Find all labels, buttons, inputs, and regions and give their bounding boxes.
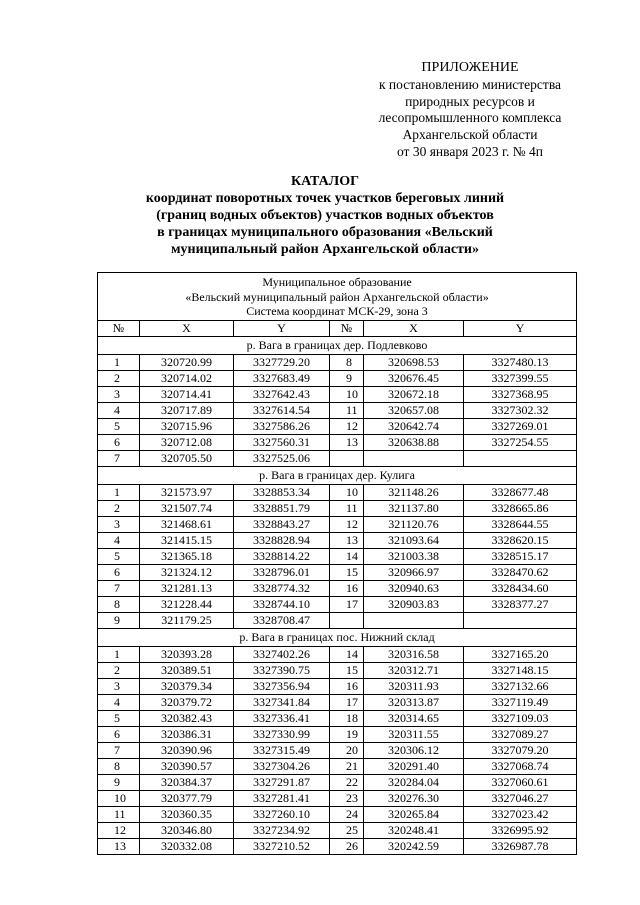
y-coordinate: 3327234.92 — [234, 822, 330, 838]
y-coordinate: 3328814.22 — [234, 548, 330, 564]
x-coordinate — [364, 612, 464, 628]
x-coordinate — [364, 450, 464, 466]
coordinates-table — [97, 272, 577, 855]
x-coordinate: 320712.08 — [140, 434, 234, 450]
table-header — [98, 273, 577, 321]
table-row — [98, 500, 577, 516]
point-number: 2 — [98, 370, 140, 386]
point-number: 7 — [98, 742, 140, 758]
title-line: КАТАЛОГ — [290, 174, 359, 189]
point-number: 4 — [98, 402, 140, 418]
y-coordinate: 3327729.20 — [234, 354, 330, 370]
point-number: 9 — [98, 612, 140, 628]
x-coordinate: 320291.40 — [364, 758, 464, 774]
point-number — [330, 450, 364, 466]
title-line: муниципальный район Архангельской области» — [171, 242, 479, 257]
point-number: 7 — [98, 580, 140, 596]
x-coordinate: 320311.93 — [364, 678, 464, 694]
x-coordinate: 321281.13 — [140, 580, 234, 596]
y-coordinate: 3327402.26 — [234, 646, 330, 662]
point-number: 2 — [98, 662, 140, 678]
table-row — [98, 774, 577, 790]
x-coordinate: 320360.35 — [140, 806, 234, 822]
point-number: 3 — [98, 678, 140, 694]
point-number: 6 — [98, 434, 140, 450]
y-coordinate: 3328851.79 — [234, 500, 330, 516]
section-title: р. Вага в границах дер. Подлевково — [98, 336, 577, 354]
municipality-name: «Вельский муниципальный район Архангельской области» — [185, 289, 489, 304]
x-coordinate: 321093.64 — [364, 532, 464, 548]
table-row — [98, 646, 577, 662]
appendix-line: Архангельской области — [402, 127, 538, 143]
x-coordinate: 320940.63 — [364, 580, 464, 596]
y-coordinate: 3327315.49 — [234, 742, 330, 758]
y-coordinate: 3327525.06 — [234, 450, 330, 466]
table-row — [98, 516, 577, 532]
table-row — [98, 418, 577, 434]
x-coordinate: 321003.38 — [364, 548, 464, 564]
x-coordinate: 320311.55 — [364, 726, 464, 742]
y-coordinate: 3327330.99 — [234, 726, 330, 742]
y-coordinate: 3328796.01 — [234, 564, 330, 580]
table-row — [98, 548, 577, 564]
x-coordinate: 320642.74 — [364, 418, 464, 434]
x-coordinate: 321120.76 — [364, 516, 464, 532]
table-row — [98, 580, 577, 596]
point-number: 22 — [330, 774, 364, 790]
column-headers-row — [98, 320, 577, 336]
point-number: 15 — [330, 564, 364, 580]
municipality-label: Муниципальное образование — [262, 275, 412, 289]
appendix-line: лесопромышленного комплекса — [378, 110, 562, 126]
point-number: 5 — [98, 710, 140, 726]
title-line: (границ водных объектов) участков водных объектов — [156, 208, 494, 223]
y-coordinate: 3327586.26 — [234, 418, 330, 434]
y-coordinate: 3327683.49 — [234, 370, 330, 386]
y-coordinate: 3328644.55 — [464, 516, 577, 532]
x-coordinate: 320390.96 — [140, 742, 234, 758]
x-coordinate: 320316.58 — [364, 646, 464, 662]
x-coordinate: 320346.80 — [140, 822, 234, 838]
y-coordinate: 3327291.87 — [234, 774, 330, 790]
y-coordinate: 3328470.62 — [464, 564, 577, 580]
point-number: 5 — [98, 548, 140, 564]
coordinate-system: Система координат МСК-29, зона 3 — [246, 304, 428, 318]
column-header: X — [364, 320, 464, 336]
column-header: № — [330, 320, 364, 336]
section-title: р. Вага в границах дер. Кулига — [98, 466, 577, 484]
y-coordinate: 3327060.61 — [464, 774, 577, 790]
table-row — [98, 612, 577, 628]
point-number: 10 — [330, 484, 364, 500]
x-coordinate: 320705.50 — [140, 450, 234, 466]
table-row — [98, 386, 577, 402]
x-coordinate: 320242.59 — [364, 838, 464, 854]
point-number: 19 — [330, 726, 364, 742]
y-coordinate: 3326987.78 — [464, 838, 577, 854]
x-coordinate: 320313.87 — [364, 694, 464, 710]
point-number: 6 — [98, 726, 140, 742]
y-coordinate: 3328744.10 — [234, 596, 330, 612]
point-number: 3 — [98, 386, 140, 402]
x-coordinate: 320714.41 — [140, 386, 234, 402]
table-row — [98, 662, 577, 678]
point-number: 12 — [98, 822, 140, 838]
point-number: 11 — [330, 500, 364, 516]
point-number: 9 — [98, 774, 140, 790]
x-coordinate: 320284.04 — [364, 774, 464, 790]
x-coordinate: 320379.72 — [140, 694, 234, 710]
x-coordinate: 320248.41 — [364, 822, 464, 838]
coordinates-table-body — [98, 273, 577, 855]
point-number: 8 — [330, 354, 364, 370]
y-coordinate: 3328708.47 — [234, 612, 330, 628]
table-row — [98, 790, 577, 806]
y-coordinate: 3327368.95 — [464, 386, 577, 402]
catalog-title — [60, 173, 590, 258]
x-coordinate: 320720.99 — [140, 354, 234, 370]
table-row — [98, 742, 577, 758]
y-coordinate: 3327614.54 — [234, 402, 330, 418]
y-coordinate: 3327642.43 — [234, 386, 330, 402]
x-coordinate: 320715.96 — [140, 418, 234, 434]
y-coordinate: 3327281.41 — [234, 790, 330, 806]
x-coordinate: 320314.65 — [364, 710, 464, 726]
table-row — [98, 484, 577, 500]
x-coordinate: 320306.12 — [364, 742, 464, 758]
table-row — [98, 354, 577, 370]
y-coordinate: 3327148.15 — [464, 662, 577, 678]
x-coordinate: 320638.88 — [364, 434, 464, 450]
section-title: р. Вага в границах пос. Нижний склад — [98, 628, 577, 646]
point-number: 4 — [98, 532, 140, 548]
x-coordinate: 320377.79 — [140, 790, 234, 806]
x-coordinate: 320382.43 — [140, 710, 234, 726]
x-coordinate: 321137.80 — [364, 500, 464, 516]
point-number: 12 — [330, 418, 364, 434]
point-number: 18 — [330, 710, 364, 726]
point-number: 10 — [98, 790, 140, 806]
point-number: 8 — [98, 758, 140, 774]
point-number: 13 — [330, 434, 364, 450]
appendix-block — [340, 60, 600, 161]
y-coordinate: 3327068.74 — [464, 758, 577, 774]
point-number: 25 — [330, 822, 364, 838]
y-coordinate: 3328774.32 — [234, 580, 330, 596]
y-coordinate: 3327480.13 — [464, 354, 577, 370]
appendix-line: природных ресурсов и — [405, 93, 535, 109]
section-header-row — [98, 336, 577, 354]
x-coordinate: 321148.26 — [364, 484, 464, 500]
y-coordinate: 3327269.01 — [464, 418, 577, 434]
appendix-line: к постановлению министерства — [378, 76, 562, 92]
table-row — [98, 564, 577, 580]
y-coordinate: 3328853.34 — [234, 484, 330, 500]
point-number: 7 — [98, 450, 140, 466]
x-coordinate: 320332.08 — [140, 838, 234, 854]
x-coordinate: 321507.74 — [140, 500, 234, 516]
y-coordinate: 3326995.92 — [464, 822, 577, 838]
appendix-date: от 30 января 2023 г. № 4п — [396, 143, 544, 159]
point-number: 17 — [330, 694, 364, 710]
x-coordinate: 320903.83 — [364, 596, 464, 612]
table-row — [98, 710, 577, 726]
x-coordinate: 320384.37 — [140, 774, 234, 790]
y-coordinate: 3328843.27 — [234, 516, 330, 532]
column-header: Y — [234, 320, 330, 336]
x-coordinate: 320714.02 — [140, 370, 234, 386]
x-coordinate: 320717.89 — [140, 402, 234, 418]
point-number: 13 — [98, 838, 140, 854]
x-coordinate: 320390.57 — [140, 758, 234, 774]
x-coordinate: 320393.28 — [140, 646, 234, 662]
table-row — [98, 758, 577, 774]
y-coordinate — [464, 612, 577, 628]
x-coordinate: 321573.97 — [140, 484, 234, 500]
y-coordinate — [464, 450, 577, 466]
y-coordinate: 3328620.15 — [464, 532, 577, 548]
y-coordinate: 3327390.75 — [234, 662, 330, 678]
y-coordinate: 3327132.66 — [464, 678, 577, 694]
point-number: 6 — [98, 564, 140, 580]
table-row — [98, 370, 577, 386]
x-coordinate: 320386.31 — [140, 726, 234, 742]
section-header-row — [98, 466, 577, 484]
x-coordinate: 321365.18 — [140, 548, 234, 564]
point-number: 20 — [330, 742, 364, 758]
title-line: в границах муниципального образования «Вельский — [157, 225, 493, 240]
y-coordinate: 3327046.27 — [464, 790, 577, 806]
title-line: координат поворотных точек участков береговых линий — [145, 191, 505, 206]
point-number — [330, 612, 364, 628]
y-coordinate: 3327560.31 — [234, 434, 330, 450]
point-number: 8 — [98, 596, 140, 612]
y-coordinate: 3327399.55 — [464, 370, 577, 386]
table-row — [98, 402, 577, 418]
point-number: 21 — [330, 758, 364, 774]
point-number: 2 — [98, 500, 140, 516]
y-coordinate: 3327210.52 — [234, 838, 330, 854]
x-coordinate: 321324.12 — [140, 564, 234, 580]
y-coordinate: 3328665.86 — [464, 500, 577, 516]
point-number: 14 — [330, 548, 364, 564]
y-coordinate: 3327304.26 — [234, 758, 330, 774]
x-coordinate: 320698.53 — [364, 354, 464, 370]
table-row — [98, 838, 577, 854]
point-number: 4 — [98, 694, 140, 710]
point-number: 9 — [330, 370, 364, 386]
x-coordinate: 321228.44 — [140, 596, 234, 612]
y-coordinate: 3328434.60 — [464, 580, 577, 596]
x-coordinate: 321415.15 — [140, 532, 234, 548]
point-number: 16 — [330, 580, 364, 596]
point-number: 1 — [98, 646, 140, 662]
column-header: X — [140, 320, 234, 336]
y-coordinate: 3327260.10 — [234, 806, 330, 822]
point-number: 1 — [98, 484, 140, 500]
section-header-row — [98, 628, 577, 646]
point-number: 14 — [330, 646, 364, 662]
x-coordinate: 320676.45 — [364, 370, 464, 386]
column-header: Y — [464, 320, 577, 336]
table-row — [98, 806, 577, 822]
y-coordinate: 3328677.48 — [464, 484, 577, 500]
x-coordinate: 320672.18 — [364, 386, 464, 402]
y-coordinate: 3327119.49 — [464, 694, 577, 710]
appendix-heading: ПРИЛОЖЕНИЕ — [421, 60, 519, 75]
y-coordinate: 3327079.20 — [464, 742, 577, 758]
point-number: 3 — [98, 516, 140, 532]
table-row — [98, 678, 577, 694]
y-coordinate: 3327109.03 — [464, 710, 577, 726]
point-number: 11 — [330, 402, 364, 418]
y-coordinate: 3328515.17 — [464, 548, 577, 564]
y-coordinate: 3327341.84 — [234, 694, 330, 710]
x-coordinate: 320389.51 — [140, 662, 234, 678]
y-coordinate: 3327089.27 — [464, 726, 577, 742]
x-coordinate: 320265.84 — [364, 806, 464, 822]
x-coordinate: 320657.08 — [364, 402, 464, 418]
y-coordinate: 3327023.42 — [464, 806, 577, 822]
y-coordinate: 3327254.55 — [464, 434, 577, 450]
table-row — [98, 726, 577, 742]
table-row — [98, 532, 577, 548]
x-coordinate: 321468.61 — [140, 516, 234, 532]
table-row — [98, 822, 577, 838]
x-coordinate: 321179.25 — [140, 612, 234, 628]
point-number: 10 — [330, 386, 364, 402]
y-coordinate: 3327165.20 — [464, 646, 577, 662]
point-number: 17 — [330, 596, 364, 612]
column-header: № — [98, 320, 140, 336]
y-coordinate: 3328828.94 — [234, 532, 330, 548]
point-number: 13 — [330, 532, 364, 548]
point-number: 5 — [98, 418, 140, 434]
x-coordinate: 320966.97 — [364, 564, 464, 580]
point-number: 24 — [330, 806, 364, 822]
x-coordinate: 320276.30 — [364, 790, 464, 806]
point-number: 23 — [330, 790, 364, 806]
y-coordinate: 3327356.94 — [234, 678, 330, 694]
table-row — [98, 450, 577, 466]
x-coordinate: 320312.71 — [364, 662, 464, 678]
table-row — [98, 434, 577, 450]
point-number: 16 — [330, 678, 364, 694]
point-number: 1 — [98, 354, 140, 370]
point-number: 26 — [330, 838, 364, 854]
y-coordinate: 3327302.32 — [464, 402, 577, 418]
point-number: 11 — [98, 806, 140, 822]
table-row — [98, 596, 577, 612]
table-row — [98, 694, 577, 710]
x-coordinate: 320379.34 — [140, 678, 234, 694]
table-header-row — [98, 273, 577, 321]
y-coordinate: 3328377.27 — [464, 596, 577, 612]
point-number: 15 — [330, 662, 364, 678]
point-number: 12 — [330, 516, 364, 532]
y-coordinate: 3327336.41 — [234, 710, 330, 726]
